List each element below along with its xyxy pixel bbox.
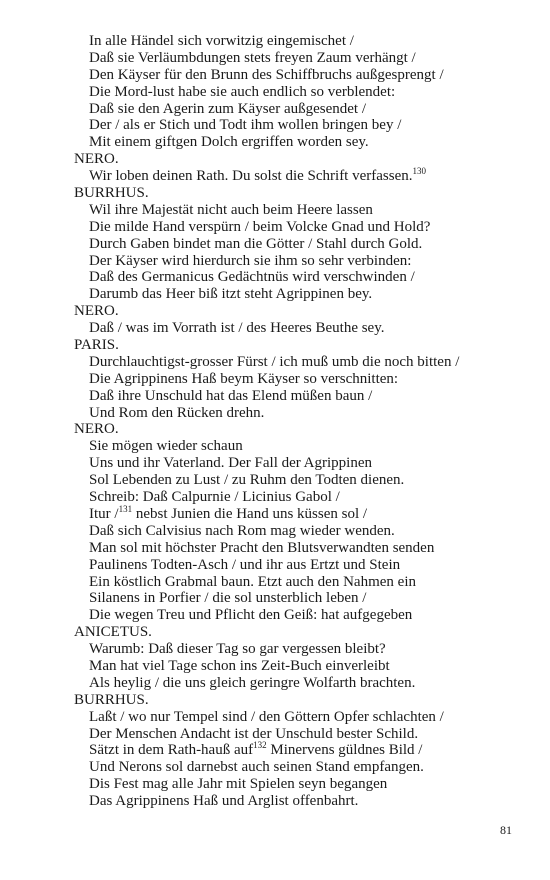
verse-line [0,557,550,574]
verse-line [0,455,550,472]
line-text: Daß des Germanicus Gedächtnüs wird verschwinden / [89,269,415,286]
page-number: 81 [500,823,512,837]
verse-line [0,168,550,185]
footnote-marker: 132 [253,740,267,751]
verse-line [0,405,550,422]
verse-line [0,269,550,286]
line-text: Dis Fest mag alle Jahr mit Spielen seyn begangen [89,776,388,793]
verse-line [0,709,550,726]
line-text: Die wegen Treu und Pflicht den Geiß: hat aufgegeben [89,607,413,624]
verse-line [0,67,550,84]
line-text: Sie mögen wieder schaun [89,438,243,455]
line-text: Sol Lebenden zu Lust / zu Ruhm den Todten dienen. [89,472,405,489]
line-text: Mit einem giftgen Dolch ergriffen worden sey. [89,134,369,151]
verse-line [0,759,550,776]
speaker-name [0,303,550,320]
verse-line [0,742,550,759]
speaker-name [0,151,550,168]
line-text: Man hat viel Tage schon ins Zeit-Buch einverleibt [89,657,390,674]
line-text: Die Agrippinens Haß beym Käyser so verschnitten: [89,370,399,387]
line-text: Durchlauchtigst-grosser Fürst / ich muß umb die noch bitten / [89,353,460,370]
verse-line [0,84,550,101]
verse-line [0,726,550,743]
speaker-name [0,624,550,641]
line-text: NERO. [74,303,119,320]
verse-line [0,117,550,134]
line-text: ANICETUS. [74,624,152,641]
line-text: Der / als er Stich und Todt ihm wollen bringen bey / [89,117,402,134]
line-text: BURRHUS. [74,691,149,708]
verse-line [0,540,550,557]
verse-line [0,438,550,455]
verse-line [0,33,550,50]
verse-line [0,134,550,151]
speaker-name [0,421,550,438]
verse-line [0,371,550,388]
verse-line [0,675,550,692]
verse-line [0,101,550,118]
verse-line [0,776,550,793]
line-text: Und Rom den Rücken drehn. [89,404,265,421]
line-text: nebst Junien die Hand uns küssen sol / [132,505,368,522]
line-text: NERO. [74,151,119,168]
line-text: Ein köstlich Grabmal baun. Etzt auch den Nahmen ein [89,573,416,590]
verse-line [0,590,550,607]
verse-line [0,219,550,236]
line-text: Daß sie den Agerin zum Käyser außgesendet / [89,100,366,117]
line-text: Die milde Hand verspürn / beim Volcke Gnad und Hold? [89,218,431,235]
line-text: Darumb das Heer biß itzt steht Agrippinen bey. [89,286,373,303]
line-text: In alle Händel sich vorwitzig eingemischet / [89,33,354,49]
line-text: Durch Gaben bindet man die Götter / Stahl durch Gold. [89,235,423,252]
line-text: Daß / was im Vorrath ist / des Heeres Beuthe sey. [89,320,385,337]
verse-line [0,503,550,523]
line-text: Schreib: Daß Calpurnie / Licinius Gabol / [89,489,340,506]
line-text: Und Nerons sol darnebst auch seinen Stand empfangen. [89,759,424,776]
line-text: PARIS. [74,337,119,354]
verse-line [0,472,550,489]
line-text: Man sol mit höchster Pracht den Blutsverwandten senden [89,539,435,556]
verse-line [0,641,550,658]
verse-line [0,607,550,624]
line-text: Sätzt in dem Rath-hauß auf [89,742,254,759]
line-text: Laßt / wo nur Tempel sind / den Göttern Opfer schlachten / [89,708,444,725]
line-text: Der Menschen Andacht ist der Unschuld bester Schild. [89,725,419,742]
line-text: Minervens güldnes Bild / [266,742,423,759]
speaker-name [0,185,550,202]
footnote-marker: 130 [412,166,426,177]
line-text: Als heylig / die uns gleich geringre Wolfarth brachten. [89,674,416,691]
line-text: Wil ihre Majestät nicht auch beim Heere lassen [89,201,373,218]
verse-line [0,50,550,67]
verse-line [0,286,550,303]
line-text: BURRHUS. [74,185,149,202]
line-text: Warumb: Daß dieser Tag so gar vergessen bleibt? [89,641,386,658]
line-text: Daß sich Calvisius nach Rom mag wieder wenden. [89,522,395,539]
line-text: Paulinens Todten-Asch / und ihr aus Ertzt und Stein [89,556,401,573]
line-text: Die Mord-lust habe sie auch endlich so verblendet: [89,83,396,100]
verse-line [0,658,550,675]
verse-line [0,253,550,270]
verse-line [0,236,550,253]
line-text: Daß sie Verläumbdungen stets freyen Zaum verhängt / [89,49,416,66]
verse-line [0,354,550,371]
verse-line [0,523,550,540]
verse-line [0,489,550,506]
verse-line [0,202,550,219]
line-text: NERO. [74,421,119,438]
speaker-name [0,337,550,354]
line-text: Uns und ihr Vaterland. Der Fall der Agrippinen [89,455,373,472]
page-text [0,33,550,810]
verse-line [0,320,550,337]
line-text: Wir loben deinen Rath. Du solst die Schrift verfassen. [89,168,413,185]
line-text: Silanens in Porfier / die sol unsterblich leben / [89,590,367,607]
line-text: Das Agrippinens Haß und Arglist offenbahrt. [89,793,359,810]
verse-line [0,793,550,810]
footnote-marker: 131 [118,503,133,514]
verse-line [0,388,550,405]
line-text: Den Käyser für den Brunn des Schiffbruchs außgesprengt / [89,66,444,83]
line-text: Daß ihre Unschuld hat das Elend müßen baun / [89,387,373,404]
verse-line [0,574,550,591]
line-text: Der Käyser wird hierdurch sie ihm so sehr verbinden: [89,252,412,269]
speaker-name [0,692,550,709]
line-text: Itur / [89,505,119,522]
